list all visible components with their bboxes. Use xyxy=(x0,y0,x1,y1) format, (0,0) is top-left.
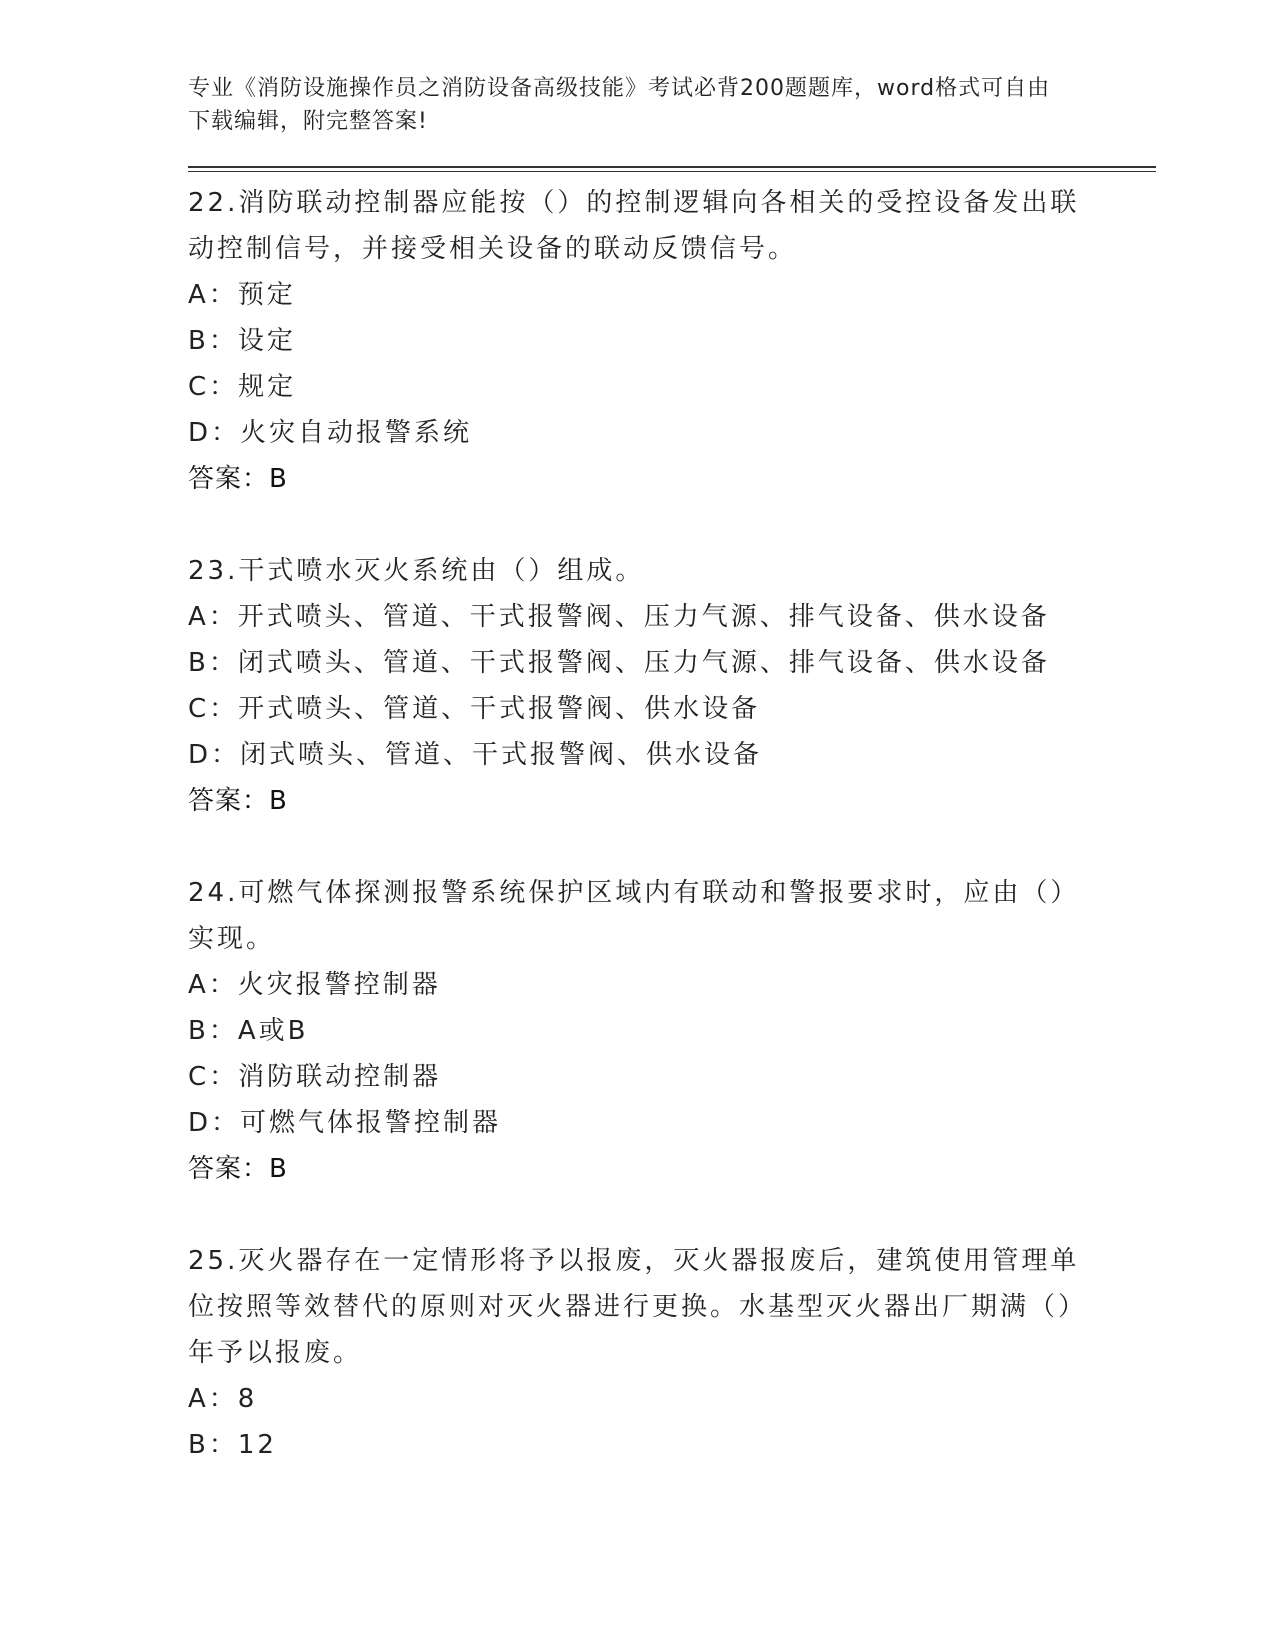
document-page xyxy=(188,72,1156,1514)
option-c: C：开式喷头、管道、干式报警阀、供水设备 xyxy=(188,694,761,724)
question-stem: 22.消防联动控制器应能按（）的控制逻辑向各相关的受控设备发出联动控制信号，并接受相关设备的联动反馈信号。 xyxy=(188,188,1080,264)
option-d: D：可燃气体报警控制器 xyxy=(188,1108,502,1138)
question-stem: 23.干式喷水灭火系统由（）组成。 xyxy=(188,556,645,586)
option-b: B：设定 xyxy=(188,326,296,356)
option-c: C：规定 xyxy=(188,372,297,402)
option-c: C：消防联动控制器 xyxy=(188,1062,442,1092)
option-b: B：12 xyxy=(188,1430,277,1460)
answer-line: 答案：B xyxy=(188,464,288,494)
option-a: A：火灾报警控制器 xyxy=(188,970,441,1000)
option-a: A：8 xyxy=(188,1384,258,1414)
answer-line: 答案：B xyxy=(188,1154,288,1184)
header-divider xyxy=(188,166,1156,172)
option-d: D：闭式喷头、管道、干式报警阀、供水设备 xyxy=(188,740,763,770)
option-d: D：火灾自动报警系统 xyxy=(188,418,473,448)
option-a: A：预定 xyxy=(188,280,296,310)
option-a: A：开式喷头、管道、干式报警阀、压力气源、排气设备、供水设备 xyxy=(188,602,1050,632)
question-stem: 25.灭火器存在一定情形将予以报废，灭火器报废后，建筑使用管理单位按照等效替代的原则对灭火器进行更换。水基型灭火器出厂期满（）年予以报废。 xyxy=(188,1246,1088,1368)
question-22 xyxy=(188,180,1156,502)
option-b: B：闭式喷头、管道、干式报警阀、压力气源、排气设备、供水设备 xyxy=(188,648,1050,678)
question-24 xyxy=(188,870,1156,1192)
question-list xyxy=(188,180,1156,1468)
document-header: 专业《消防设施操作员之消防设备高级技能》考试必背200题题库，word格式可自由下载编辑，附完整答案! xyxy=(188,76,1051,134)
option-b: B：A或B xyxy=(188,1016,309,1046)
question-23 xyxy=(188,548,1156,824)
answer-line: 答案：B xyxy=(188,786,288,816)
question-stem: 24.可燃气体探测报警系统保护区域内有联动和警报要求时，应由（）实现。 xyxy=(188,878,1080,954)
question-25 xyxy=(188,1238,1156,1468)
